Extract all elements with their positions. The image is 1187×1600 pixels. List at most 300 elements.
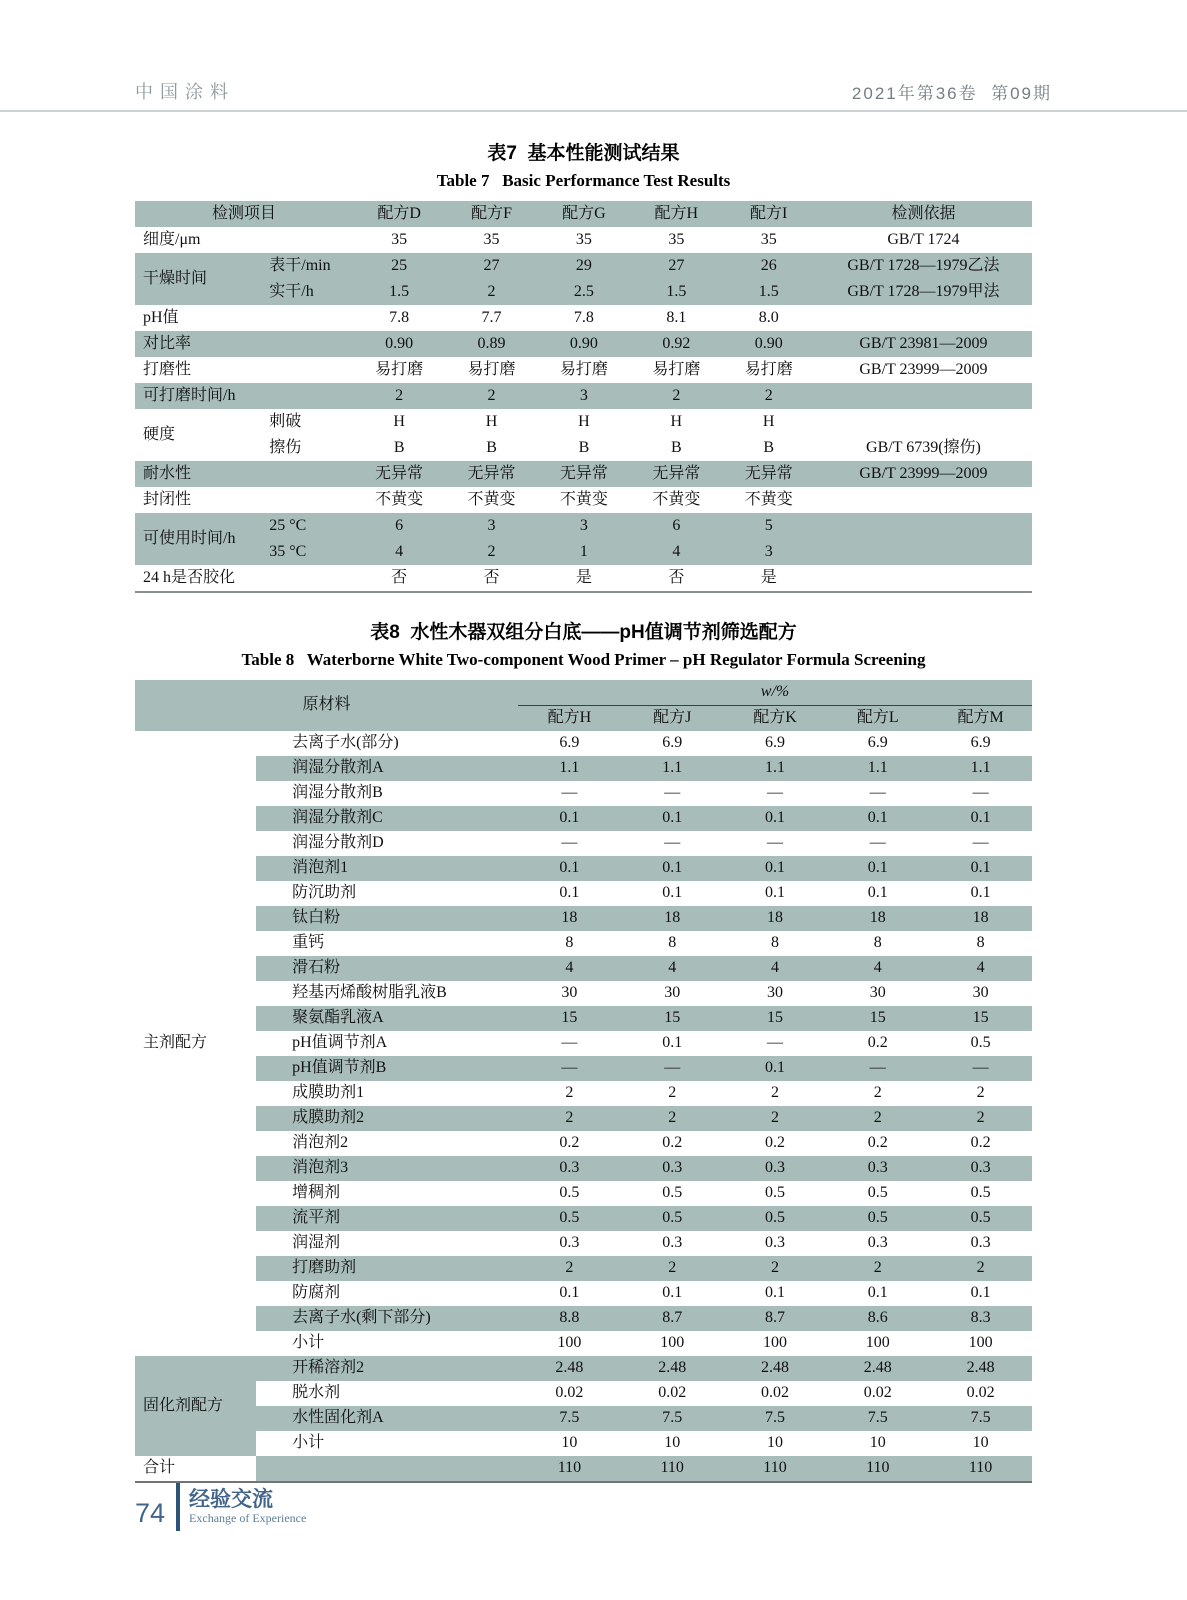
t8-value-cell: 0.1 xyxy=(518,806,621,831)
t8-header-formula: 配方M xyxy=(929,706,1032,732)
t8-value-cell: 4 xyxy=(929,956,1032,981)
t7-value-cell: 0.90 xyxy=(353,331,445,357)
t7-value-cell: 1.5 xyxy=(723,279,815,305)
t8-material-cell: 润湿分散剂D xyxy=(292,834,384,852)
t8-row xyxy=(135,1256,1032,1281)
t8-value-cell: — xyxy=(869,784,886,802)
t7-value-cell: 无异常 xyxy=(538,461,630,487)
t7-header-formula: 配方F xyxy=(445,201,537,227)
t8-row xyxy=(135,806,1032,831)
t8-material-cell: 消泡剂1 xyxy=(256,856,518,881)
t8-value-cell: 2 xyxy=(565,1084,574,1102)
t8-value-cell: 0.1 xyxy=(662,1284,683,1302)
t8-value-cell: — xyxy=(972,834,989,852)
t7-header-formula: 配方H xyxy=(630,201,722,227)
t8-value-cell: 0.2 xyxy=(867,1134,888,1152)
t7-value-cell: 35 xyxy=(391,230,408,248)
t7-value-cell: 无异常 xyxy=(445,461,537,487)
t8-material-cell: 打磨助剂 xyxy=(256,1256,518,1281)
t7-value-cell: 4 xyxy=(630,539,722,565)
t7-value-cell: 35 xyxy=(575,230,592,248)
footer-divider-bar xyxy=(176,1483,180,1531)
t8-value-cell: 8 xyxy=(565,934,574,952)
t7-basis-cell: GB/T 1728—1979甲法 xyxy=(815,279,1032,305)
t7-header-formula: 配方D xyxy=(353,201,445,227)
t8-value-cell: 0.1 xyxy=(662,1034,683,1052)
t7-value-cell: 2 xyxy=(353,383,445,409)
t8-row xyxy=(135,756,1032,781)
t8-value-cell: 4 xyxy=(724,956,827,981)
t8-header-formula: 配方J xyxy=(621,706,724,732)
t7-basis-cell: GB/T 1724 xyxy=(887,230,960,248)
t8-value-cell: 10 xyxy=(766,1434,783,1452)
t8-value-cell: 1.1 xyxy=(724,756,827,781)
t8-row xyxy=(135,881,1032,906)
t7-value-cell: 否 xyxy=(668,568,685,586)
t8-value-cell: 0.2 xyxy=(559,1134,580,1152)
t7-header-row xyxy=(135,201,1032,227)
t8-material-cell: 润湿分散剂A xyxy=(256,756,518,781)
t8-value-cell: 1.1 xyxy=(826,756,929,781)
t8-value-cell: 1.1 xyxy=(518,756,621,781)
t8-value-cell: 0.1 xyxy=(724,856,827,881)
t8-value-cell: 100 xyxy=(865,1334,890,1352)
t8-row xyxy=(135,1331,1032,1356)
t8-value-cell: — xyxy=(561,1034,578,1052)
t8-material-cell: 防沉助剂 xyxy=(292,884,357,902)
t8-value-cell: 0.5 xyxy=(621,1206,724,1231)
t8-value-cell: 2 xyxy=(621,1106,724,1131)
t7-value-cell: 无异常 xyxy=(353,461,445,487)
t7-value-cell: 易打磨 xyxy=(375,360,424,378)
t8-value-cell: 2 xyxy=(873,1084,882,1102)
t8-material-cell: 聚氨酯乳液A xyxy=(256,1006,518,1031)
running-head xyxy=(0,0,1187,112)
t8-value-cell: 2 xyxy=(518,1256,621,1281)
t8-material-cell: 增稠剂 xyxy=(292,1184,341,1202)
t8-group-cell: 固化剂配方 xyxy=(135,1356,256,1456)
t8-value-cell: 4 xyxy=(621,956,724,981)
t8-value-cell: 30 xyxy=(972,984,989,1002)
t8-row xyxy=(135,1031,1032,1056)
t8-value-cell: 110 xyxy=(724,1456,827,1482)
t7-value-cell: 2.5 xyxy=(538,279,630,305)
t8-value-cell: 110 xyxy=(826,1456,929,1482)
t7-value-cell: H xyxy=(762,412,775,430)
t8-value-cell: 30 xyxy=(869,984,886,1002)
t7-label-cell: 耐水性 xyxy=(135,461,353,487)
t8-row xyxy=(135,1231,1032,1256)
t7-sublabel-cell: 擦伤 xyxy=(269,438,302,456)
t7-value-cell: 0.92 xyxy=(630,331,722,357)
t8-value-cell: — xyxy=(826,1056,929,1081)
t7-value-cell: B xyxy=(670,438,682,456)
table8-title-zh: 表8 水性木器双组分白底——pH值调节剂筛选配方 xyxy=(370,622,797,643)
t8-value-cell: 6.9 xyxy=(867,734,888,752)
table7-title-zh: 表7 基本性能测试结果 xyxy=(487,143,680,164)
t7-label-cell: 干燥时间 xyxy=(135,253,263,305)
page-number: 74 xyxy=(135,1498,166,1528)
t7-row xyxy=(135,331,1032,357)
t8-value-cell: 0.5 xyxy=(662,1184,683,1202)
t8-material-cell: 润湿剂 xyxy=(292,1234,341,1252)
t7-value-cell: 易打磨 xyxy=(744,360,793,378)
t8-value-cell: 0.3 xyxy=(621,1156,724,1181)
t7-basis-cell xyxy=(815,409,1032,435)
t8-value-cell: 0.3 xyxy=(970,1234,991,1252)
t8-value-cell: 8.7 xyxy=(724,1306,827,1331)
t8-value-cell: 15 xyxy=(724,1006,827,1031)
t8-value-cell: 6.9 xyxy=(970,734,991,752)
t8-value-cell: 8.7 xyxy=(621,1306,724,1331)
t7-value-cell: 否 xyxy=(391,568,408,586)
t7-header-basis: 检测依据 xyxy=(815,201,1032,227)
t7-value-cell: 2 xyxy=(445,383,537,409)
t8-value-cell: 18 xyxy=(929,906,1032,931)
t8-value-cell: 2 xyxy=(724,1256,827,1281)
t7-sublabel-cell: 表干/min xyxy=(263,253,353,279)
t8-value-cell: 100 xyxy=(762,1334,787,1352)
t8-value-cell: 2 xyxy=(621,1256,724,1281)
t8-material-cell: 消泡剂2 xyxy=(292,1134,349,1152)
t8-value-cell: — xyxy=(766,834,783,852)
t8-material-cell: 钛白粉 xyxy=(256,906,518,931)
t8-value-cell: 15 xyxy=(929,1006,1032,1031)
t8-value-cell: 15 xyxy=(826,1006,929,1031)
t8-value-cell: 0.1 xyxy=(929,856,1032,881)
t8-value-cell: 0.1 xyxy=(764,1284,785,1302)
t7-header-formula: 配方I xyxy=(723,201,815,227)
t7-sublabel-cell: 35 °C xyxy=(263,539,353,565)
t7-value-cell: 无异常 xyxy=(630,461,722,487)
t8-material-cell: 滑石粉 xyxy=(256,956,518,981)
t8-value-cell: 0.02 xyxy=(658,1384,687,1402)
t7-value-cell: 1 xyxy=(538,539,630,565)
t7-value-cell: 3 xyxy=(723,539,815,565)
t7-value-cell: B xyxy=(393,438,405,456)
t8-value-cell: 2.48 xyxy=(929,1356,1032,1381)
t7-row xyxy=(135,565,1032,592)
t7-value-cell: 3 xyxy=(538,383,630,409)
t8-row xyxy=(135,1181,1032,1206)
t8-value-cell: 6.9 xyxy=(559,734,580,752)
t7-label-cell: 细度/μm xyxy=(143,230,201,248)
t8-material-cell: 去离子水(部分) xyxy=(292,734,399,752)
t7-value-cell: 不黄变 xyxy=(559,490,608,508)
t7-header-formula: 配方G xyxy=(538,201,630,227)
t8-value-cell: 8 xyxy=(668,934,677,952)
t8-value-cell: 0.1 xyxy=(867,884,888,902)
t8-value-cell: 0.1 xyxy=(621,856,724,881)
t8-row xyxy=(135,1156,1032,1181)
t8-row xyxy=(135,1006,1032,1031)
t7-value-cell: 3 xyxy=(538,513,630,539)
issue-info: 2021年第36卷 第09期 xyxy=(851,84,1052,103)
t8-row xyxy=(135,1406,1032,1431)
t7-value-cell: 7.8 xyxy=(389,308,410,326)
t8-value-cell: 0.2 xyxy=(662,1134,683,1152)
t7-value-cell: B xyxy=(578,438,590,456)
t8-row xyxy=(135,906,1032,931)
t8-value-cell: 0.02 xyxy=(863,1384,892,1402)
t8-header-formula: 配方H xyxy=(518,706,621,732)
t8-value-cell: — xyxy=(664,784,681,802)
t7-value-cell: 易打磨 xyxy=(467,360,516,378)
t7-value-cell: 是 xyxy=(575,568,592,586)
t7-row xyxy=(135,435,1032,461)
t8-value-cell: 0.3 xyxy=(764,1234,785,1252)
column-name-en: Exchange of Experience xyxy=(189,1511,307,1526)
t8-value-cell: 0.1 xyxy=(662,884,683,902)
t8-material-cell: 小计 xyxy=(292,1334,325,1352)
t8-value-cell: 8.6 xyxy=(826,1306,929,1331)
t8-value-cell: 7.5 xyxy=(518,1406,621,1431)
table8 xyxy=(135,680,1032,1483)
t8-value-cell: 2 xyxy=(826,1106,929,1131)
t7-row xyxy=(135,487,1032,513)
t8-value-cell: 1.1 xyxy=(621,756,724,781)
t7-row xyxy=(135,513,1032,539)
t8-material-cell xyxy=(256,1456,518,1482)
t8-value-cell: 0.5 xyxy=(970,1184,991,1202)
t8-material-cell: 去离子水(剩下部分) xyxy=(256,1306,518,1331)
t8-value-cell: — xyxy=(766,784,783,802)
t8-value-cell: 0.5 xyxy=(559,1184,580,1202)
t8-value-cell: 4 xyxy=(826,956,929,981)
t8-value-cell: 0.02 xyxy=(760,1384,789,1402)
t8-value-cell: 100 xyxy=(557,1334,582,1352)
t7-value-cell: B xyxy=(486,438,497,456)
t7-value-cell: 2 xyxy=(445,539,537,565)
t8-value-cell: 2 xyxy=(976,1084,985,1102)
t8-value-cell: — xyxy=(621,1056,724,1081)
t8-value-cell: 0.2 xyxy=(867,1034,888,1052)
t7-label-cell: 24 h是否胶化 xyxy=(143,568,236,586)
t8-value-cell: 30 xyxy=(664,984,681,1002)
t8-value-cell: 110 xyxy=(518,1456,621,1482)
t7-value-cell: 易打磨 xyxy=(652,360,701,378)
t7-value-cell: 4 xyxy=(353,539,445,565)
t8-value-cell: 0.3 xyxy=(867,1234,888,1252)
t8-value-cell: 6.9 xyxy=(662,734,683,752)
t8-value-cell: 0.1 xyxy=(826,806,929,831)
t7-value-cell: 易打磨 xyxy=(559,360,608,378)
t8-value-cell: 0.5 xyxy=(970,1034,991,1052)
t8-value-cell: 2.48 xyxy=(724,1356,827,1381)
t8-value-cell: 8.3 xyxy=(929,1306,1032,1331)
table7 xyxy=(135,201,1032,593)
t7-value-cell: 27 xyxy=(445,253,537,279)
t7-value-cell: 0.89 xyxy=(445,331,537,357)
t7-basis-cell xyxy=(815,383,1032,409)
t8-value-cell: 100 xyxy=(660,1334,685,1352)
t8-row xyxy=(135,1081,1032,1106)
t8-value-cell: 8.8 xyxy=(518,1306,621,1331)
t7-value-cell: 1.5 xyxy=(353,279,445,305)
t8-value-cell: 0.5 xyxy=(867,1184,888,1202)
t7-label-cell: 可打磨时间/h xyxy=(135,383,353,409)
t8-header-w-percent: w/% xyxy=(518,680,1032,706)
t8-material-cell: 重钙 xyxy=(292,934,325,952)
t8-row xyxy=(135,856,1032,881)
t8-value-cell: 15 xyxy=(621,1006,724,1031)
t7-row xyxy=(135,383,1032,409)
t8-value-cell: 0.1 xyxy=(559,1284,580,1302)
t8-value-cell: 1.1 xyxy=(929,756,1032,781)
t8-material-cell: 开稀溶剂2 xyxy=(256,1356,518,1381)
t8-value-cell: 7.5 xyxy=(929,1406,1032,1431)
table7-title-en: Table 7 Basic Performance Test Results xyxy=(436,171,731,190)
t8-value-cell: 0.1 xyxy=(724,806,827,831)
t7-value-cell: 8.0 xyxy=(758,308,779,326)
t8-value-cell: 0.1 xyxy=(929,806,1032,831)
t7-value-cell: 8.1 xyxy=(666,308,687,326)
t8-value-cell: 0.5 xyxy=(518,1206,621,1231)
t7-basis-cell: GB/T 23981—2009 xyxy=(815,331,1032,357)
t8-material-cell: pH值调节剂A xyxy=(292,1034,388,1052)
t8-value-cell: 10 xyxy=(664,1434,681,1452)
t8-value-cell: 0.3 xyxy=(724,1156,827,1181)
t7-row xyxy=(135,461,1032,487)
t8-row xyxy=(135,731,1032,756)
t8-value-cell: 2 xyxy=(770,1084,779,1102)
t7-basis-cell: GB/T 1728—1979乙法 xyxy=(815,253,1032,279)
t7-label-cell: 可使用时间/h xyxy=(135,513,263,565)
t7-row xyxy=(135,409,1032,435)
t8-value-cell: 0.2 xyxy=(970,1134,991,1152)
t8-value-cell: 2 xyxy=(929,1256,1032,1281)
t8-value-cell: 0.5 xyxy=(764,1184,785,1202)
t7-value-cell: 是 xyxy=(760,568,777,586)
t8-material-cell: pH值调节剂B xyxy=(256,1056,518,1081)
t8-value-cell: 10 xyxy=(561,1434,578,1452)
t8-value-cell: 0.3 xyxy=(826,1156,929,1181)
t8-material-cell: 流平剂 xyxy=(256,1206,518,1231)
t7-value-cell: 不黄变 xyxy=(375,490,424,508)
t7-value-cell: 29 xyxy=(538,253,630,279)
t7-label-cell: 封闭性 xyxy=(143,490,192,508)
t8-material-cell: 成膜助剂1 xyxy=(292,1084,365,1102)
t8-header-formula: 配方L xyxy=(826,706,929,732)
t8-value-cell: 18 xyxy=(826,906,929,931)
page-footer xyxy=(135,1483,306,1531)
t8-value-cell: 0.1 xyxy=(724,1056,827,1081)
t8-value-cell: 0.2 xyxy=(764,1134,785,1152)
t8-row xyxy=(135,981,1032,1006)
table8-title-en: Table 8 Waterborne White Two-component Wood Primer – pH Regulator Formula Screening xyxy=(241,650,926,669)
t8-value-cell: 8 xyxy=(770,934,779,952)
t8-value-cell: 0.5 xyxy=(724,1206,827,1231)
t8-row xyxy=(135,1431,1032,1456)
t7-value-cell: 0.90 xyxy=(723,331,815,357)
t8-value-cell: 0.1 xyxy=(970,884,991,902)
t8-value-cell: 0.3 xyxy=(559,1234,580,1252)
t7-value-cell: 3 xyxy=(445,513,537,539)
t8-value-cell: 0.02 xyxy=(966,1384,995,1402)
t8-row xyxy=(135,956,1032,981)
t8-value-cell: 0.3 xyxy=(929,1156,1032,1181)
t7-row xyxy=(135,539,1032,565)
t7-sublabel-cell: 刺破 xyxy=(269,412,302,430)
t8-value-cell: — xyxy=(518,1056,621,1081)
t7-value-cell: 35 xyxy=(483,230,500,248)
t8-row xyxy=(135,1356,1032,1381)
t8-group-cell: 主剂配方 xyxy=(135,731,256,1356)
t8-value-cell: 2 xyxy=(724,1106,827,1131)
t7-value-cell: H xyxy=(578,412,590,430)
t8-value-cell: 7.5 xyxy=(621,1406,724,1431)
t8-value-cell: 110 xyxy=(929,1456,1032,1482)
page-content xyxy=(0,138,1187,1483)
t8-value-cell: 0.1 xyxy=(826,856,929,881)
t7-basis-cell: GB/T 23999—2009 xyxy=(859,360,988,378)
t8-value-cell: 6.9 xyxy=(764,734,785,752)
t8-value-cell: 2 xyxy=(826,1256,929,1281)
t8-value-cell: 0.02 xyxy=(555,1384,584,1402)
t8-value-cell: 2 xyxy=(668,1084,677,1102)
t7-basis-cell xyxy=(815,565,1032,592)
t8-value-cell: 0.1 xyxy=(621,806,724,831)
t8-value-cell: 2 xyxy=(518,1106,621,1131)
t8-row xyxy=(135,1131,1032,1156)
t7-value-cell: 不黄变 xyxy=(467,490,516,508)
t8-row xyxy=(135,1206,1032,1231)
t8-value-cell: 15 xyxy=(518,1006,621,1031)
t8-material-cell: 防腐剂 xyxy=(292,1284,341,1302)
journal-brand: 中国涂料 xyxy=(135,82,235,102)
t7-row xyxy=(135,279,1032,305)
t7-label-cell: 硬度 xyxy=(143,425,176,443)
t8-value-cell: 4 xyxy=(518,956,621,981)
t7-value-cell: H xyxy=(485,412,498,430)
t8-material-cell: 水性固化剂A xyxy=(256,1406,518,1431)
t7-sublabel-cell: 实干/h xyxy=(263,279,353,305)
t7-value-cell: 26 xyxy=(723,253,815,279)
t8-header-material: 原材料 xyxy=(135,680,518,731)
t8-value-cell: 0.3 xyxy=(518,1156,621,1181)
t8-row xyxy=(135,1281,1032,1306)
t8-material-cell: 消泡剂3 xyxy=(256,1156,518,1181)
t7-basis-cell: GB/T 23999—2009 xyxy=(815,461,1032,487)
t8-row xyxy=(135,931,1032,956)
t8-value-cell: 0.3 xyxy=(662,1234,683,1252)
t8-value-cell: 0.5 xyxy=(826,1206,929,1231)
t8-value-cell: — xyxy=(869,834,886,852)
t7-sublabel-cell: 25 °C xyxy=(263,513,353,539)
t8-value-cell: — xyxy=(561,834,578,852)
column-name-zh: 经验交流 xyxy=(189,1488,274,1512)
t8-value-cell: 30 xyxy=(561,984,578,1002)
t8-value-cell: — xyxy=(929,1056,1032,1081)
t8-value-cell: 0.1 xyxy=(764,884,785,902)
t8-value-cell: 7.5 xyxy=(826,1406,929,1431)
t8-value-cell: 10 xyxy=(972,1434,989,1452)
t8-value-cell: 7.5 xyxy=(724,1406,827,1431)
t8-value-cell: 0.1 xyxy=(518,856,621,881)
t8-value-cell: 110 xyxy=(621,1456,724,1482)
t8-value-cell: 0.5 xyxy=(929,1206,1032,1231)
t8-value-cell: 2 xyxy=(929,1106,1032,1131)
t8-material-cell: 脱水剂 xyxy=(292,1384,341,1402)
t7-value-cell: 不黄变 xyxy=(652,490,701,508)
t7-value-cell: H xyxy=(393,412,405,430)
t7-label-cell: pH值 xyxy=(143,308,179,326)
t8-value-cell: 8 xyxy=(873,934,882,952)
t7-value-cell: 无异常 xyxy=(723,461,815,487)
t8-row xyxy=(135,781,1032,806)
t8-value-cell: 2.48 xyxy=(621,1356,724,1381)
t8-row xyxy=(135,1381,1032,1406)
